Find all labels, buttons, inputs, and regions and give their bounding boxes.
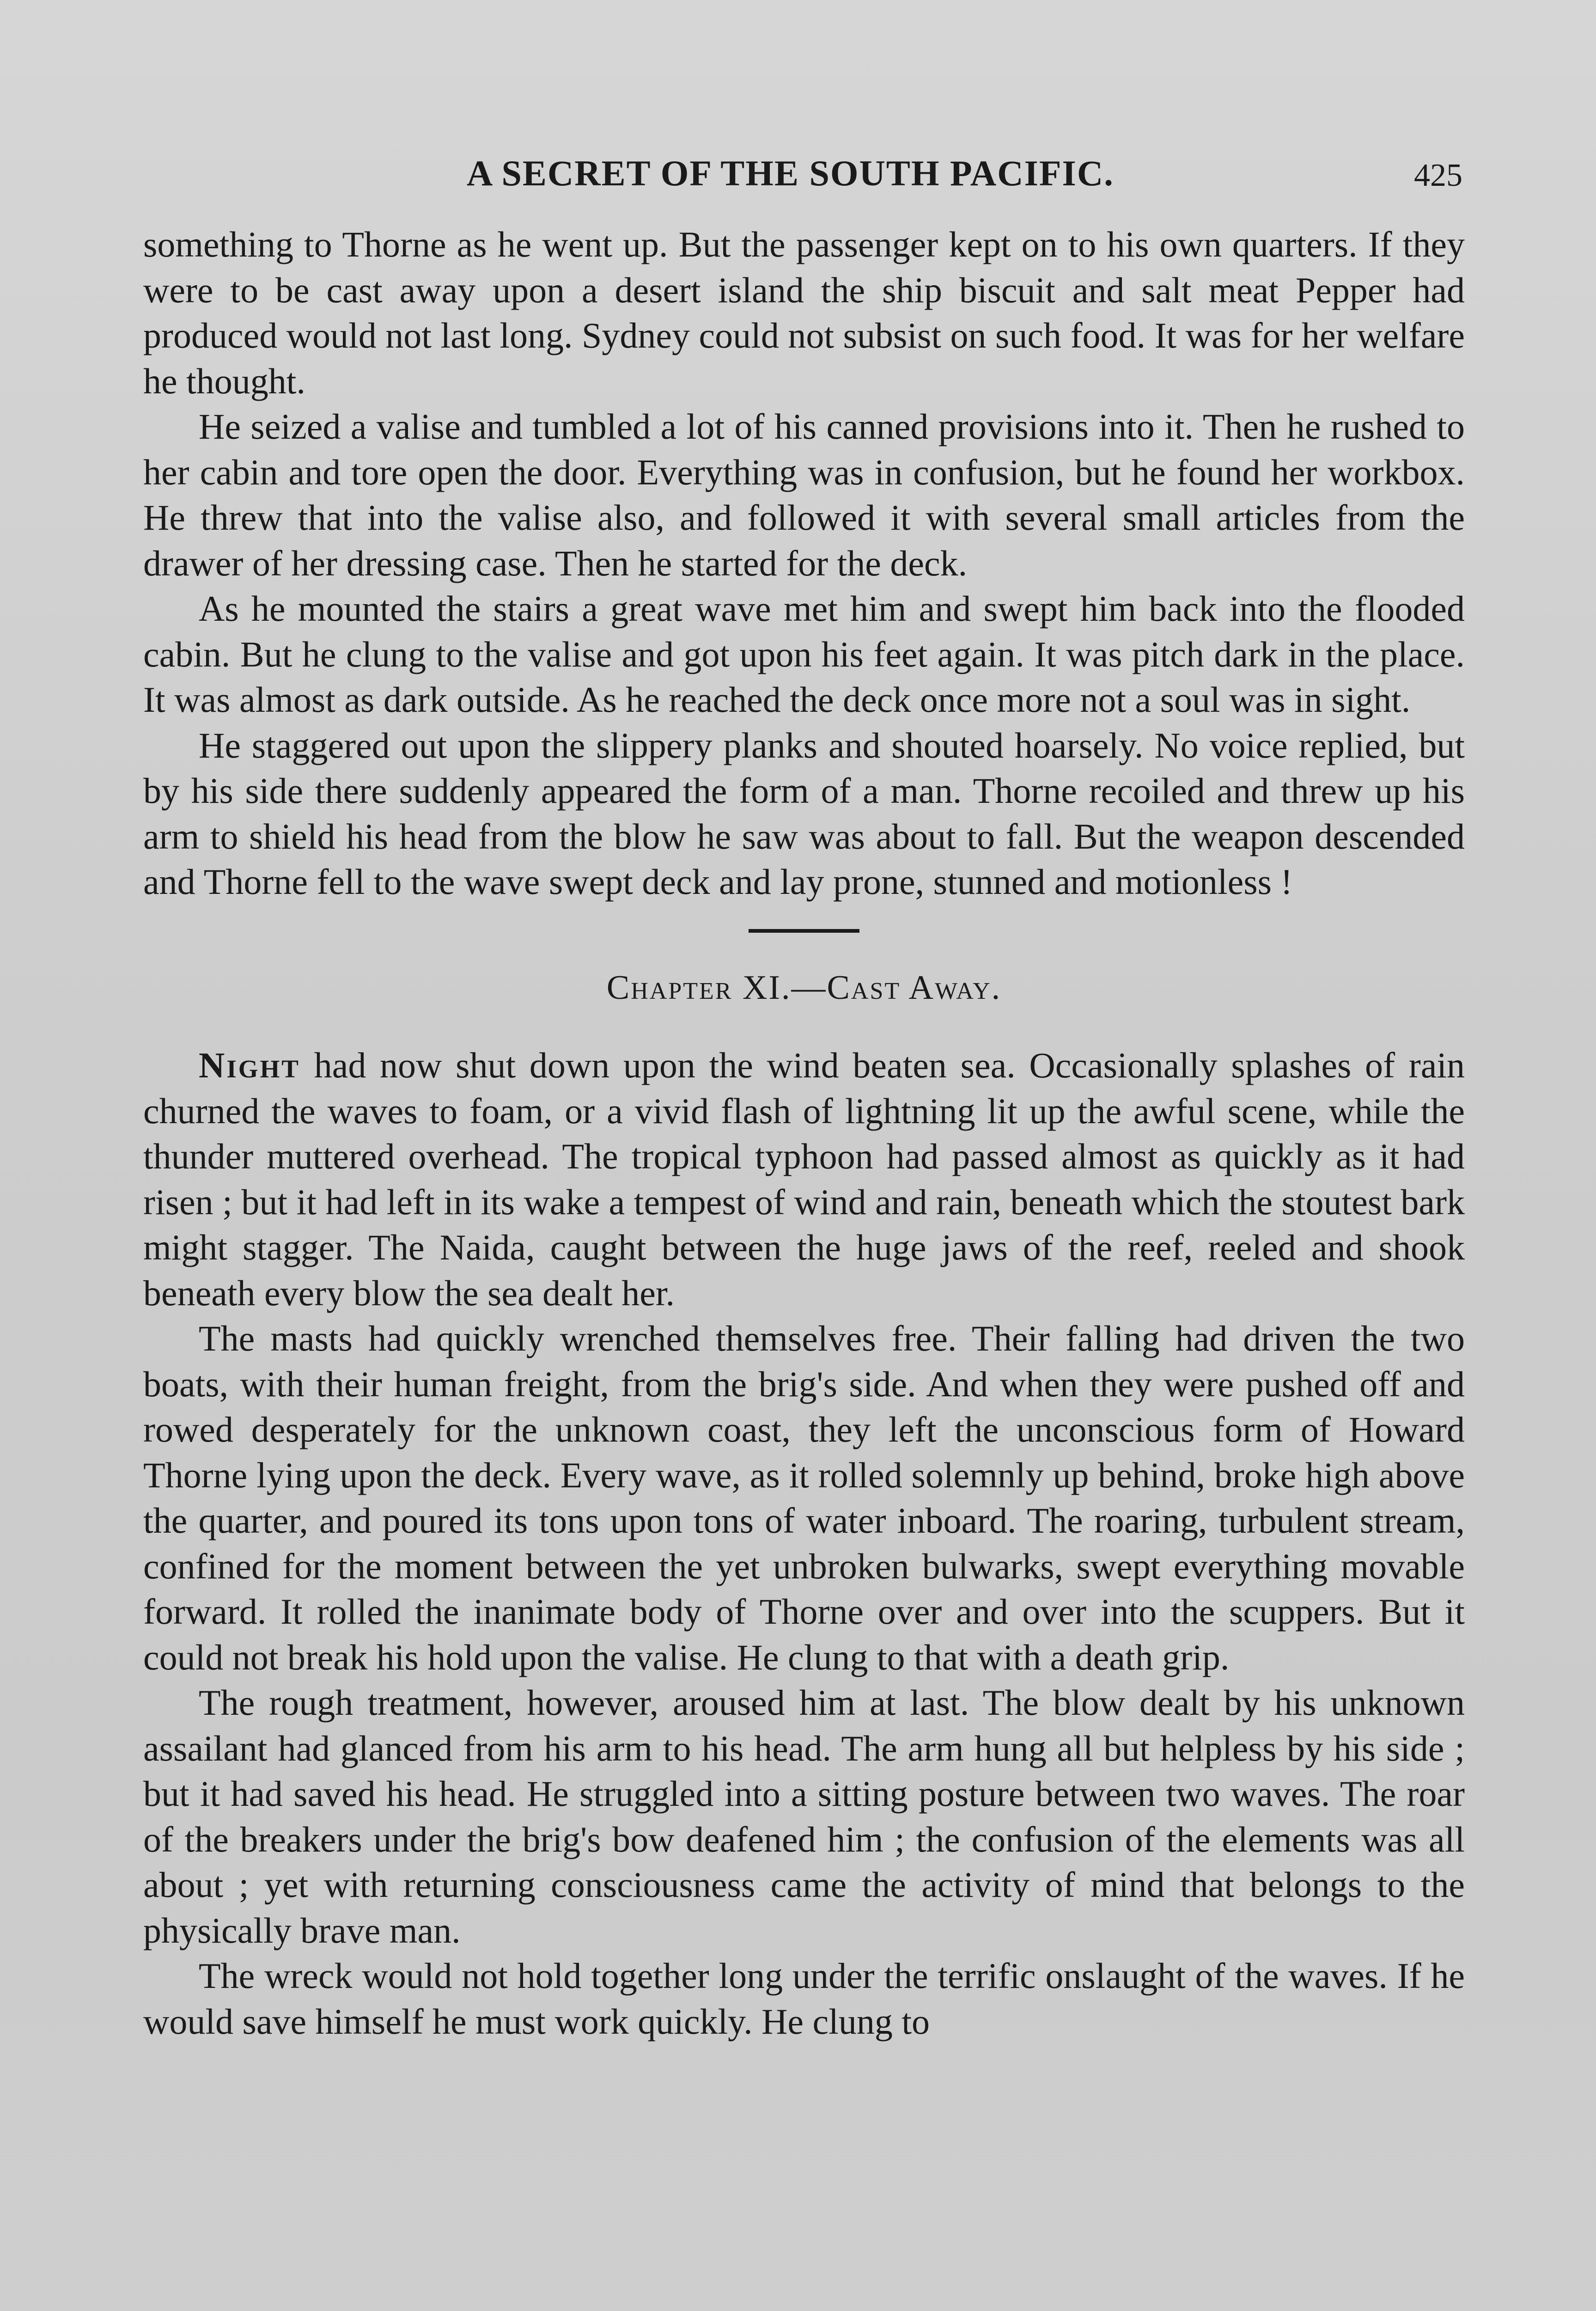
paragraph: He seized a valise and tumbled a lot of his canned provisions into it. Then he rushed to her cabin and tore open the door. Everything was in confusion, but he found her workbox. He threw that into the valise also, and followed it with several small articles from the drawer of her dressing case. Then he started for the deck. xyxy=(143,406,1465,583)
paragraph: something to Thorne as he went up. But the passenger kept on to his own quarters. If they were to be cast away upon a desert island the ship biscuit and salt meat Pepper had produced would not last long. Sydney could not subsist on such food. It was for her welfare he thought. xyxy=(143,224,1465,401)
paragraph: As he mounted the stairs a great wave met him and swept him back into the flooded cabin. But he clung to the valise and got upon his feet again. It was pitch dark in the place. It was almost as dark outside. As he reached the deck once more not a soul was in sight. xyxy=(143,588,1465,720)
running-title: A SECRET OF THE SOUTH PACIFIC. xyxy=(467,153,1114,193)
opening-text: had now shut down upon the wind beaten sea. Occasionally splashes of rain churned the waves to foam, or a vivid flash of lightning lit up the awful scene, while the thunder muttered overhead. The tropical typhoon had passed almost as quickly as it had risen ; but it had left in its wake a tempest of wind and rain, beneath which the stoutest bark might stagger. The Naida, caught between the huge jaws of the reef, reeled and shook beneath every blow the sea dealt her. xyxy=(143,1045,1465,1313)
paragraph: The masts had quickly wrenched themselves free. Their falling had driven the two boats, with their human freight, from the brig's side. And when they were pushed off and rowed desperately for the unknown coast, they left the unconscious form of Howard Thorne lying upon the deck. Every wave, as it rolled solemnly up behind, broke high above the quarter, and poured its tons upon tons of water inboard. The roaring, turbulent stream, confined for the moment between the yet unbroken bulwarks, swept everything movable forward. It rolled the inanimate body of Thorne over and over into the scuppers. But it could not break his hold upon the valise. He clung to that with a death grip. xyxy=(143,1318,1465,1677)
paragraph: The wreck would not hold together long under the terrific onslaught of the waves. If he would save himself he must work quickly. He clung to xyxy=(143,1956,1465,2042)
chapter-heading: Chapter XI.—Cast Away. xyxy=(606,968,1002,1007)
section-divider xyxy=(749,929,859,933)
running-head xyxy=(0,153,1596,203)
opening-word: Night xyxy=(199,1045,300,1085)
page-number: 425 xyxy=(1414,158,1462,193)
paragraph: The rough treatment, however, aroused him at last. The blow dealt by his unknown assailant had glanced from his arm to his head. The arm hung all but helpless by his side ; but it had saved his head. He struggled into a sitting posture between two waves. The roar of the breakers under the brig's bow deafened him ; the confusion of the elements was all about ; yet with returning consciousness came the activity of mind that belongs to the physically brave man. xyxy=(143,1682,1465,1950)
paragraph: He staggered out upon the slippery planks and shouted hoarsely. No voice replied, but by his side there suddenly appeared the form of a man. Thorne recoiled and threw up his arm to shield his head from the blow he saw was about to fall. But the weapon descended and Thorne fell to the wave swept deck and lay prone, stunned and motionless ! xyxy=(143,725,1465,902)
body-text xyxy=(143,222,1465,2044)
chapter-opening-paragraph xyxy=(143,1043,1465,1316)
